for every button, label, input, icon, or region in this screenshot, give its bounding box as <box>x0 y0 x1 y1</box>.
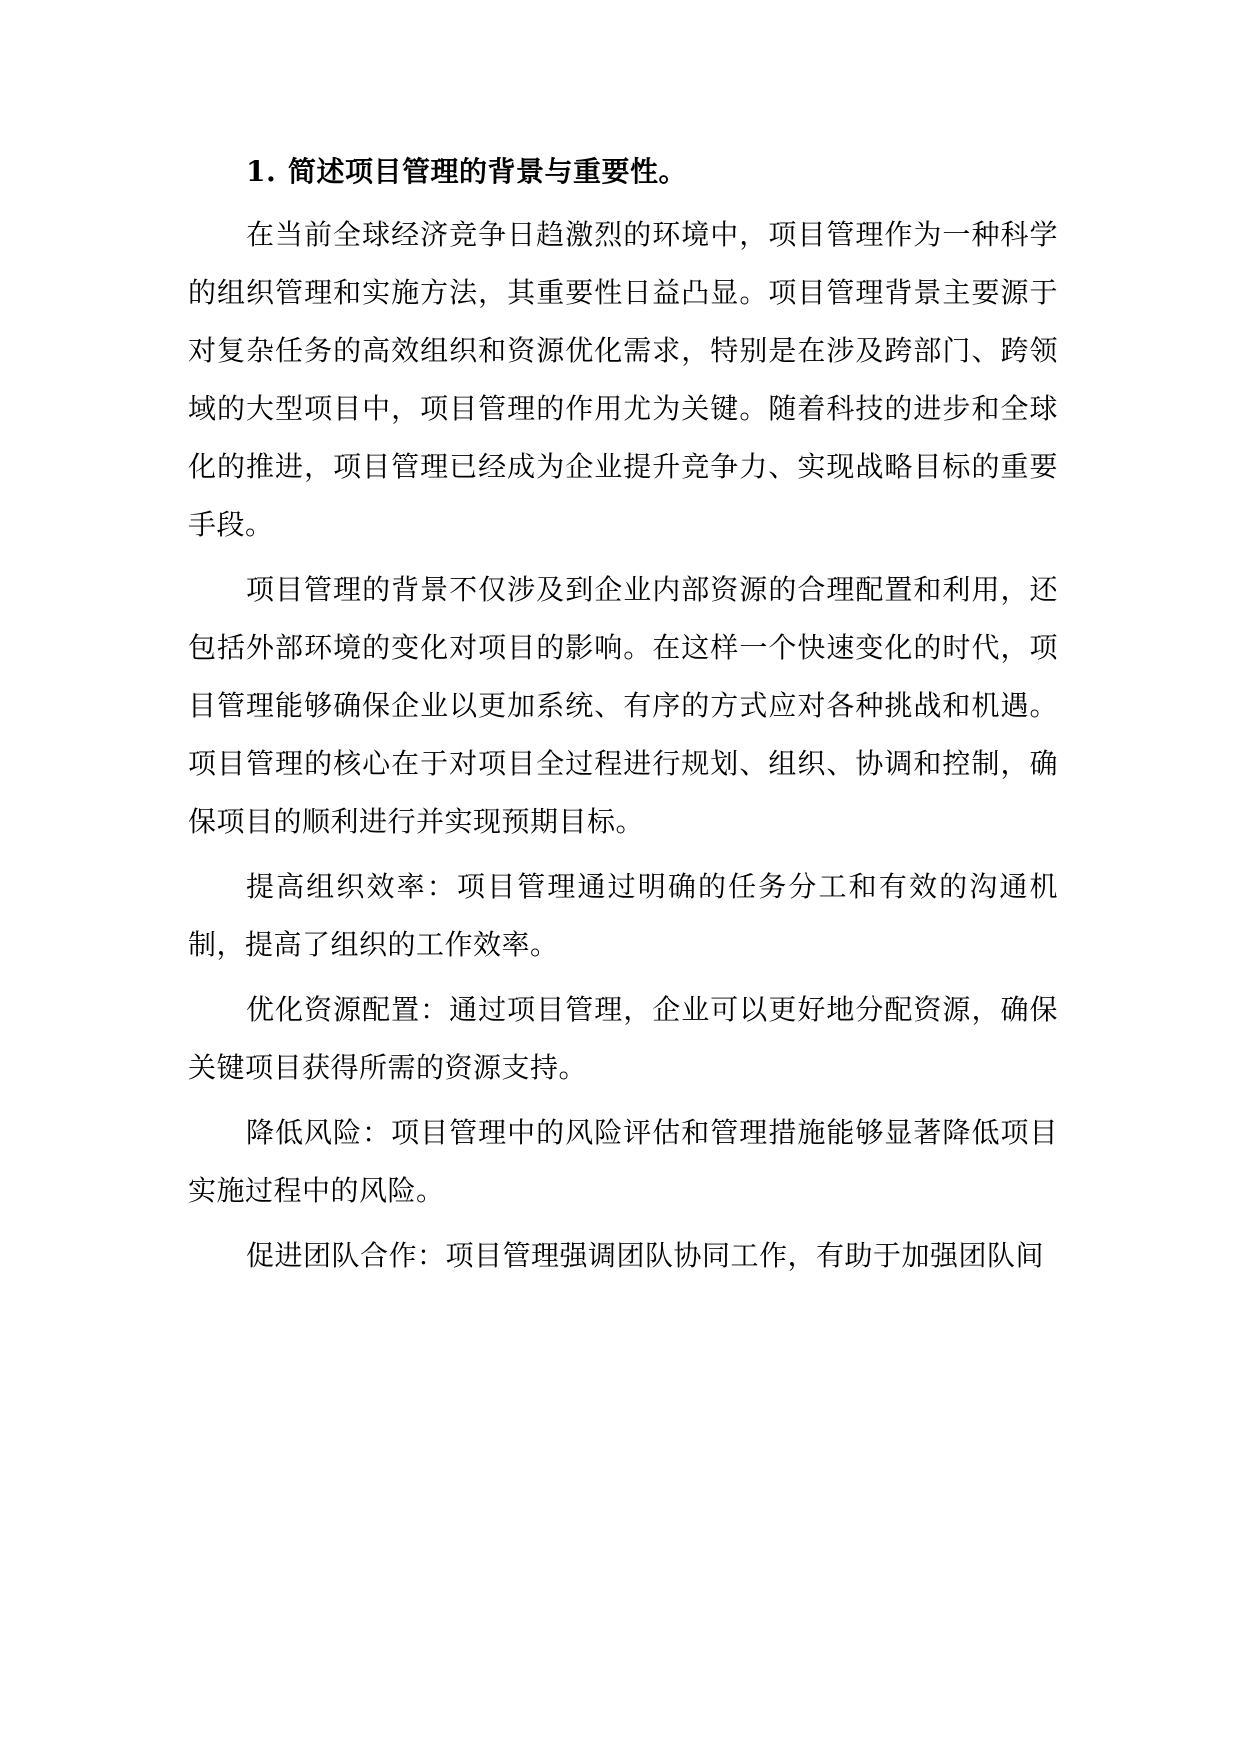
document-body <box>188 150 1058 1292</box>
section-heading <box>246 150 1058 194</box>
section-title: 简述项目管理的背景与重要性。 <box>288 155 688 188</box>
section-number: 1. <box>246 155 277 188</box>
paragraph-background: 在当前全球经济竞争日趋激烈的环境中，项目管理作为一种科学的组织管理和实施方法，其重要性日益凸显。项目管理背景主要源于对复杂任务的高效组织和资源优化需求，特别是在涉及跨部门、跨领域的大型项目中，项目管理的作用尤为关键。随着科技的进步和全球化的推进，项目管理已经成为企业提升竞争力、实现战略目标的重要手段。 <box>188 218 1058 541</box>
paragraph-efficiency: 提高组织效率：项目管理通过明确的任务分工和有效的沟通机制，提高了组织的工作效率。 <box>188 870 1058 961</box>
paragraph-teamwork: 促进团队合作：项目管理强调团队协同工作，有助于加强团队间 <box>246 1239 1045 1272</box>
paragraph-resources: 优化资源配置：通过项目管理，企业可以更好地分配资源，确保关键项目获得所需的资源支持。 <box>188 993 1058 1084</box>
paragraph-risk: 降低风险：项目管理中的风险评估和管理措施能够显著降低项目实施过程中的风险。 <box>188 1116 1058 1207</box>
paragraph-context: 项目管理的背景不仅涉及到企业内部资源的合理配置和利用，还包括外部环境的变化对项目的影响。在这样一个快速变化的时代，项目管理能够确保企业以更加系统、有序的方式应对各种挑战和机遇。项目管理的核心在于对项目全过程进行规划、组织、协调和控制，确保项目的顺利进行并实现预期目标。 <box>188 573 1058 838</box>
